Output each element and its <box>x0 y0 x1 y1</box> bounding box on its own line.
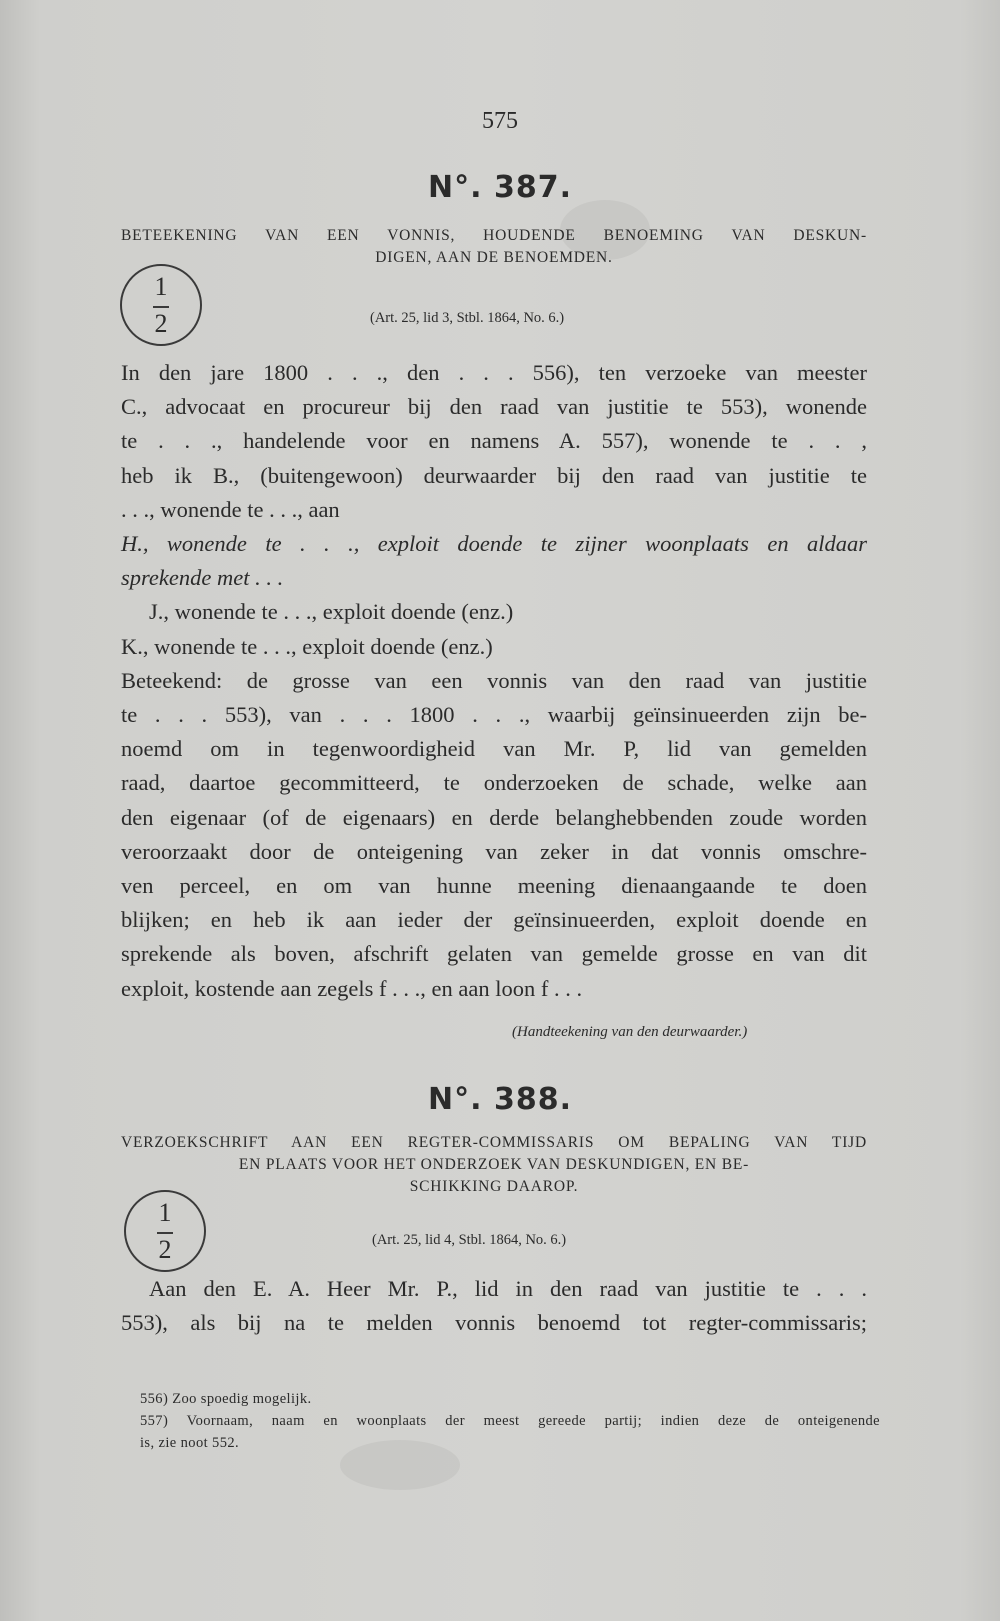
body-line: te . . ., handelende voor en namens A. 557), wonende te . . , <box>121 428 867 454</box>
body-line: H., wonende te . . ., exploit doende te zijner woonplaats en aldaar <box>121 531 867 557</box>
body-line: ven perceel, en om van hunne meening dienaangaande te doen <box>121 873 867 899</box>
body-line: In den jare 1800 . . ., den . . . 556), ten verzoeke van meester <box>121 360 867 385</box>
article-reference-387: (Art. 25, lid 3, Stbl. 1864, No. 6.) <box>370 310 565 326</box>
body-line: den eigenaar (of de eigenaars) en derde belanghebbenden zoude worden <box>121 804 867 830</box>
fraction-stamp-388 <box>124 1190 206 1272</box>
body-line: heb ik B., (buitengewoon) deurwaarder bij den raad van justitie te <box>121 462 867 488</box>
fraction-stamp-387 <box>120 264 202 346</box>
heading-387-text: BETEEKENING VAN EEN VONNIS, HOUDENDE BENOEMING VAN DESKUN- <box>121 227 867 244</box>
footnote-557-continued: is, zie noot 552. <box>140 1435 240 1451</box>
body-line: blijken; en heb ik aan ieder der geïnsinueerden, exploit doende en <box>121 907 867 933</box>
body-387 <box>121 356 867 1006</box>
fraction-denominator: 2 <box>158 1235 172 1264</box>
heading-388-line1: VERZOEKSCHRIFT AAN EEN REGTER-COMMISSARIS OM BEPALING VAN TIJD <box>121 1134 867 1151</box>
footnotes <box>140 1388 880 1454</box>
body-line: sprekende als boven, afschrift gelaten van gemelde grosse en van dit <box>121 941 867 967</box>
body-line: exploit, kostende aan zegels f . . ., en aan loon f . . . <box>121 975 583 1001</box>
fraction-bar <box>153 306 169 308</box>
body-line: veroorzaakt door de onteigening van zeker in dat vonnis omschre- <box>121 838 867 864</box>
page-number: 575 <box>482 108 518 134</box>
body-line: K., wonende te . . ., exploit doende (enz.) <box>121 633 493 659</box>
body-line: . . ., wonende te . . ., aan <box>121 496 340 522</box>
heading-388-line3: SCHIKKING DAAROP. <box>409 1178 579 1195</box>
body-line: te . . . 553), van . . . 1800 . . ., waarbij geïnsinueerden zijn be- <box>121 702 867 728</box>
heading-388-line2: EN PLAATS VOOR HET ONDERZOEK VAN DESKUNDIGEN, EN BE- <box>238 1156 750 1173</box>
body-line: noemd om in tegenwoordigheid van Mr. P, lid van gemelden <box>121 736 867 762</box>
signature-note: (Handteekening van den deurwaarder.) <box>512 1024 748 1040</box>
document-number-387: N°. 387. <box>428 170 572 205</box>
heading-387-line1 <box>121 225 867 247</box>
body-line: sprekende met . . . <box>121 565 284 591</box>
heading-387 <box>121 225 867 269</box>
fraction-bar <box>157 1232 173 1234</box>
fraction-numerator: 1 <box>154 272 168 301</box>
body-line: J., wonende te . . ., exploit doende (enz.) <box>149 599 514 625</box>
document-number-388: N°. 388. <box>428 1082 572 1117</box>
fraction-numerator: 1 <box>158 1198 172 1227</box>
heading-387-line2: DIGEN, AAN DE BENOEMDEN. <box>375 249 613 266</box>
body-line: 553), als bij na te melden vonnis benoemd tot regter-commissaris; <box>121 1310 867 1336</box>
body-line: C., advocaat en procureur bij den raad van justitie te 553), wonende <box>121 394 867 420</box>
article-reference-388: (Art. 25, lid 4, Stbl. 1864, No. 6.) <box>372 1232 567 1248</box>
body-line: Beteekend: de grosse van een vonnis van den raad van justitie <box>121 667 867 693</box>
footnote-557: 557) Voornaam, naam en woonplaats der meest gereede partij; indien deze de onteigenende <box>140 1413 880 1429</box>
fraction-denominator: 2 <box>154 309 168 338</box>
heading-388 <box>121 1132 867 1198</box>
footnote-556: 556) Zoo spoedig mogelijk. <box>140 1391 312 1407</box>
body-388 <box>121 1272 867 1340</box>
body-line: Aan den E. A. Heer Mr. P., lid in den raad van justitie te . . . <box>149 1276 867 1301</box>
body-line: raad, daartoe gecommitteerd, te onderzoeken de schade, welke aan <box>121 770 867 796</box>
